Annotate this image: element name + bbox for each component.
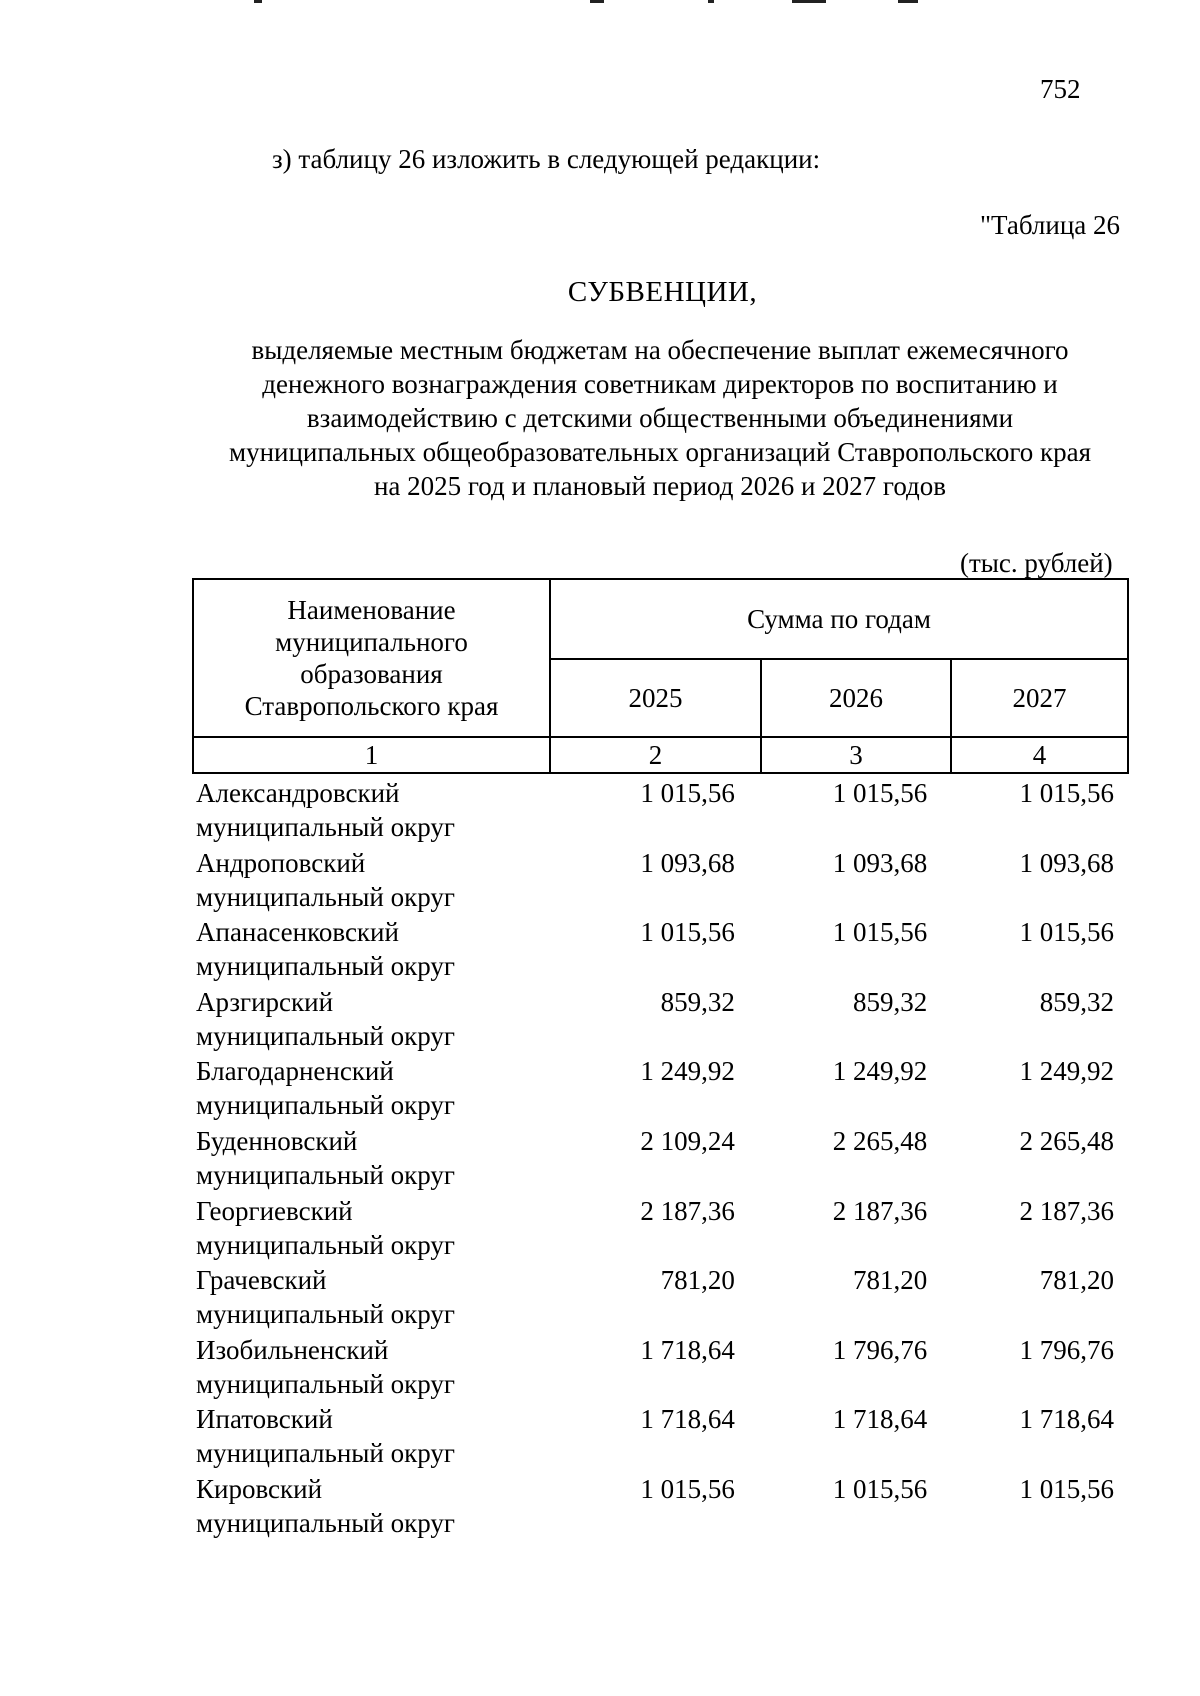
value-2026: 1 093,68 — [832, 847, 928, 878]
value-2025: 1 015,56 — [640, 778, 735, 808]
value-2026: 1 015,56 — [832, 1473, 928, 1504]
table-row — [192, 776, 1129, 846]
table-row — [192, 985, 1129, 1055]
table-row — [192, 1124, 1129, 1194]
value-2027: 1 015,56 — [1019, 917, 1114, 948]
value-2027: 1 015,56 — [1019, 778, 1114, 808]
table-row — [192, 1333, 1129, 1403]
value-2026: 2 265,48 — [832, 1125, 928, 1156]
value-2026: 1 249,92 — [832, 1056, 928, 1087]
value-2027: 1 093,68 — [1019, 847, 1114, 878]
subtitle-line: взаимодействию с детскими общественными объединениями — [306, 403, 1014, 433]
subtitle-line: выделяемые местным бюджетам на обеспечение выплат ежемесячного — [251, 335, 1069, 365]
municipality-name: Георгиевский муниципальный округ — [196, 1195, 455, 1260]
value-2026: 1 718,64 — [832, 1404, 928, 1435]
table-row — [192, 1263, 1129, 1333]
value-2026: 1 015,56 — [832, 778, 928, 808]
document-subtitle — [200, 333, 1120, 503]
value-2027: 1 796,76 — [1019, 1334, 1114, 1365]
column-number: 3 — [761, 737, 951, 773]
table-row — [192, 846, 1129, 916]
value-2026: 1 796,76 — [832, 1334, 928, 1365]
municipality-name: Кировский муниципальный округ — [196, 1473, 455, 1538]
municipality-name: Андроповский муниципальный округ — [196, 847, 455, 912]
value-2025: 1 718,64 — [640, 1334, 735, 1365]
page-number: 752 — [1040, 74, 1081, 104]
municipality-name: Ипатовский муниципальный округ — [196, 1404, 455, 1469]
value-2027: 781,20 — [1039, 1265, 1114, 1296]
column-number: 1 — [193, 737, 550, 773]
value-2025: 1 015,56 — [640, 917, 735, 948]
table-label: "Таблица 26 — [980, 210, 1120, 240]
header-name-line: Наименование — [287, 595, 456, 625]
municipality-name: Благодарненский муниципальный округ — [196, 1056, 455, 1121]
value-2026: 1 015,56 — [832, 917, 928, 948]
municipality-name: Грачевский муниципальный округ — [196, 1265, 455, 1330]
table-row — [192, 1194, 1129, 1264]
municipality-name: Апанасенковский муниципальный округ — [196, 917, 455, 982]
subventions-table-body — [192, 776, 1129, 1542]
subtitle-line: на 2025 год и плановый период 2026 и 2027 годов — [373, 471, 947, 501]
value-2027: 1 249,92 — [1019, 1056, 1114, 1087]
table-row — [192, 1402, 1129, 1472]
header-year-2025: 2025 — [550, 659, 761, 737]
header-year-2027: 2027 — [951, 659, 1128, 737]
table-row — [192, 915, 1129, 985]
document-title: СУБВЕНЦИИ, — [567, 276, 758, 308]
instruction-text: з) таблицу 26 изложить в следующей редакции: — [272, 144, 821, 174]
header-sum-by-years: Сумма по годам — [550, 579, 1128, 659]
value-2025: 859,32 — [660, 986, 735, 1017]
column-number: 2 — [550, 737, 761, 773]
value-2025: 781,20 — [660, 1265, 735, 1296]
value-2026: 859,32 — [852, 986, 928, 1017]
value-2025: 1 249,92 — [640, 1056, 735, 1087]
value-2025: 1 093,68 — [640, 847, 735, 878]
municipality-name: Изобильненский муниципальный округ — [196, 1334, 455, 1399]
subtitle-line: муниципальных общеобразовательных организаций Ставропольского края — [228, 437, 1091, 467]
value-2027: 2 265,48 — [1019, 1125, 1114, 1156]
value-2025: 1 015,56 — [640, 1473, 735, 1504]
value-2027: 1 718,64 — [1019, 1404, 1114, 1435]
municipality-name: Александровский муниципальный округ — [196, 778, 455, 842]
value-2026: 2 187,36 — [832, 1195, 928, 1226]
column-number: 4 — [951, 737, 1128, 773]
units-label: (тыс. рублей) — [960, 548, 1113, 578]
value-2027: 859,32 — [1039, 986, 1114, 1017]
header-name-line: Ставропольского края — [244, 691, 499, 721]
table-row — [192, 1472, 1129, 1542]
value-2025: 2 187,36 — [640, 1195, 735, 1226]
value-2027: 1 015,56 — [1019, 1473, 1114, 1504]
municipality-name: Арзгирский муниципальный округ — [196, 986, 455, 1051]
municipality-name: Буденновский муниципальный округ — [196, 1125, 455, 1190]
subtitle-line: денежного вознаграждения советникам директоров по воспитанию и — [262, 369, 1058, 399]
table-row — [192, 1054, 1129, 1124]
value-2025: 1 718,64 — [640, 1404, 735, 1435]
header-year-2026: 2026 — [761, 659, 951, 737]
table-header — [192, 578, 1129, 774]
header-name-line: муниципального — [275, 627, 468, 657]
value-2025: 2 109,24 — [640, 1125, 735, 1156]
header-name-line: образования — [300, 659, 443, 689]
value-2026: 781,20 — [852, 1265, 928, 1296]
header-name-cell — [193, 579, 550, 737]
top-scan-marks — [0, 0, 1200, 8]
value-2027: 2 187,36 — [1019, 1195, 1114, 1226]
